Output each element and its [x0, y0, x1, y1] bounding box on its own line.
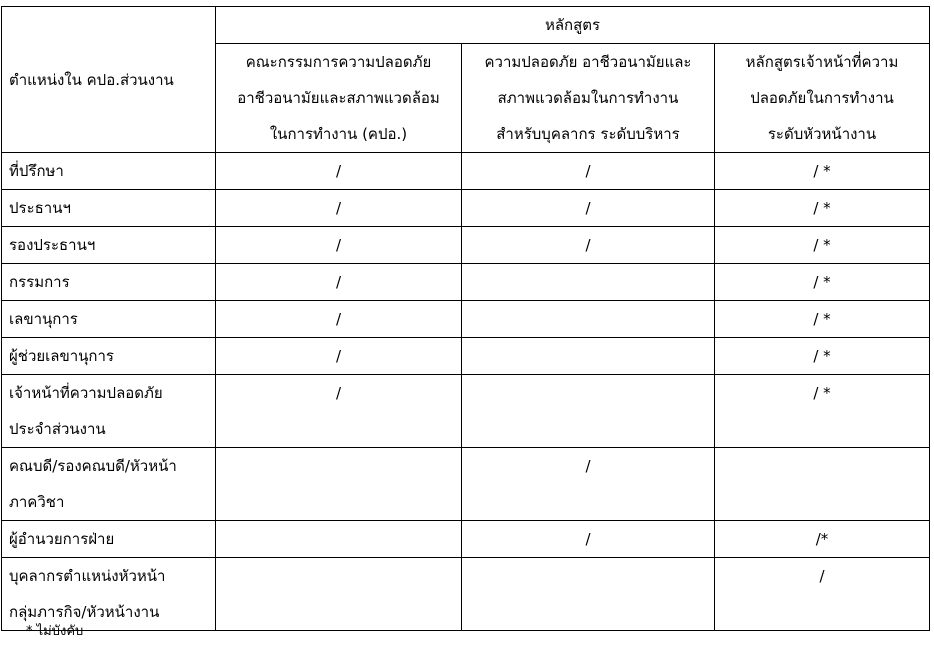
position-cell: ที่ปรึกษา: [2, 153, 216, 190]
mark-cell: [715, 448, 930, 521]
footnote: * ไม่บังคับ: [26, 624, 84, 639]
mark-cell: / *: [715, 190, 930, 227]
table-row: [2, 338, 930, 375]
position-cell: ผู้อำนวยการฝ่าย: [2, 521, 216, 558]
mark-cell: /: [216, 264, 462, 301]
mark-cell: /: [216, 375, 462, 448]
mark-cell: /: [216, 338, 462, 375]
course-group-header: หลักสูตร: [216, 7, 930, 44]
position-cell: เจ้าหน้าที่ความปลอดภัย ประจำส่วนงาน: [2, 375, 216, 448]
mark-cell: /: [462, 227, 715, 264]
column-header-executive-course: ความปลอดภัย อาชีวอนามัยและ สภาพแวดล้อมในการทำงาน สำหรับบุคลากร ระดับบริหาร: [462, 44, 715, 153]
mark-cell: /: [216, 227, 462, 264]
mark-cell: [462, 375, 715, 448]
mark-cell: /: [462, 521, 715, 558]
position-cell: กรรมการ: [2, 264, 216, 301]
table-row: [2, 301, 930, 338]
mark-cell: /: [216, 153, 462, 190]
table-row: [2, 558, 930, 631]
mark-cell: /*: [715, 521, 930, 558]
position-cell: บุคลากรตำแหน่งหัวหน้า กลุ่มภารกิจ/หัวหน้างาน: [2, 558, 216, 631]
mark-cell: [462, 338, 715, 375]
mark-cell: /: [216, 301, 462, 338]
position-cell: ผู้ช่วยเลขานุการ: [2, 338, 216, 375]
table-row: [2, 153, 930, 190]
mark-cell: / *: [715, 338, 930, 375]
table-row: [2, 227, 930, 264]
position-cell: ประธานฯ: [2, 190, 216, 227]
position-cell: เลขานุการ: [2, 301, 216, 338]
column-header-supervisor-course: หลักสูตรเจ้าหน้าที่ความ ปลอดภัยในการทำงาน ระดับหัวหน้างาน: [715, 44, 930, 153]
course-requirement-table: [1, 6, 930, 631]
mark-cell: [462, 301, 715, 338]
mark-cell: /: [216, 190, 462, 227]
mark-cell: [462, 558, 715, 631]
mark-cell: / *: [715, 301, 930, 338]
mark-cell: / *: [715, 264, 930, 301]
table-row: [2, 521, 930, 558]
position-cell: คณบดี/รองคณบดี/หัวหน้า ภาควิชา: [2, 448, 216, 521]
mark-cell: /: [462, 190, 715, 227]
table-row: [2, 264, 930, 301]
mark-cell: / *: [715, 153, 930, 190]
mark-cell: [462, 264, 715, 301]
table-row: [2, 375, 930, 448]
position-header: ตำแหน่งใน คปอ.ส่วนงาน: [2, 7, 216, 153]
mark-cell: [216, 448, 462, 521]
table-row: [2, 448, 930, 521]
column-header-committee-course: คณะกรรมการความปลอดภัย อาชีวอนามัยและสภาพแวดล้อม ในการทำงาน (คปอ.): [216, 44, 462, 153]
position-cell: รองประธานฯ: [2, 227, 216, 264]
mark-cell: / *: [715, 375, 930, 448]
mark-cell: /: [462, 153, 715, 190]
mark-cell: /: [715, 558, 930, 631]
mark-cell: / *: [715, 227, 930, 264]
table-row: [2, 190, 930, 227]
mark-cell: /: [462, 448, 715, 521]
mark-cell: [216, 521, 462, 558]
mark-cell: [216, 558, 462, 631]
